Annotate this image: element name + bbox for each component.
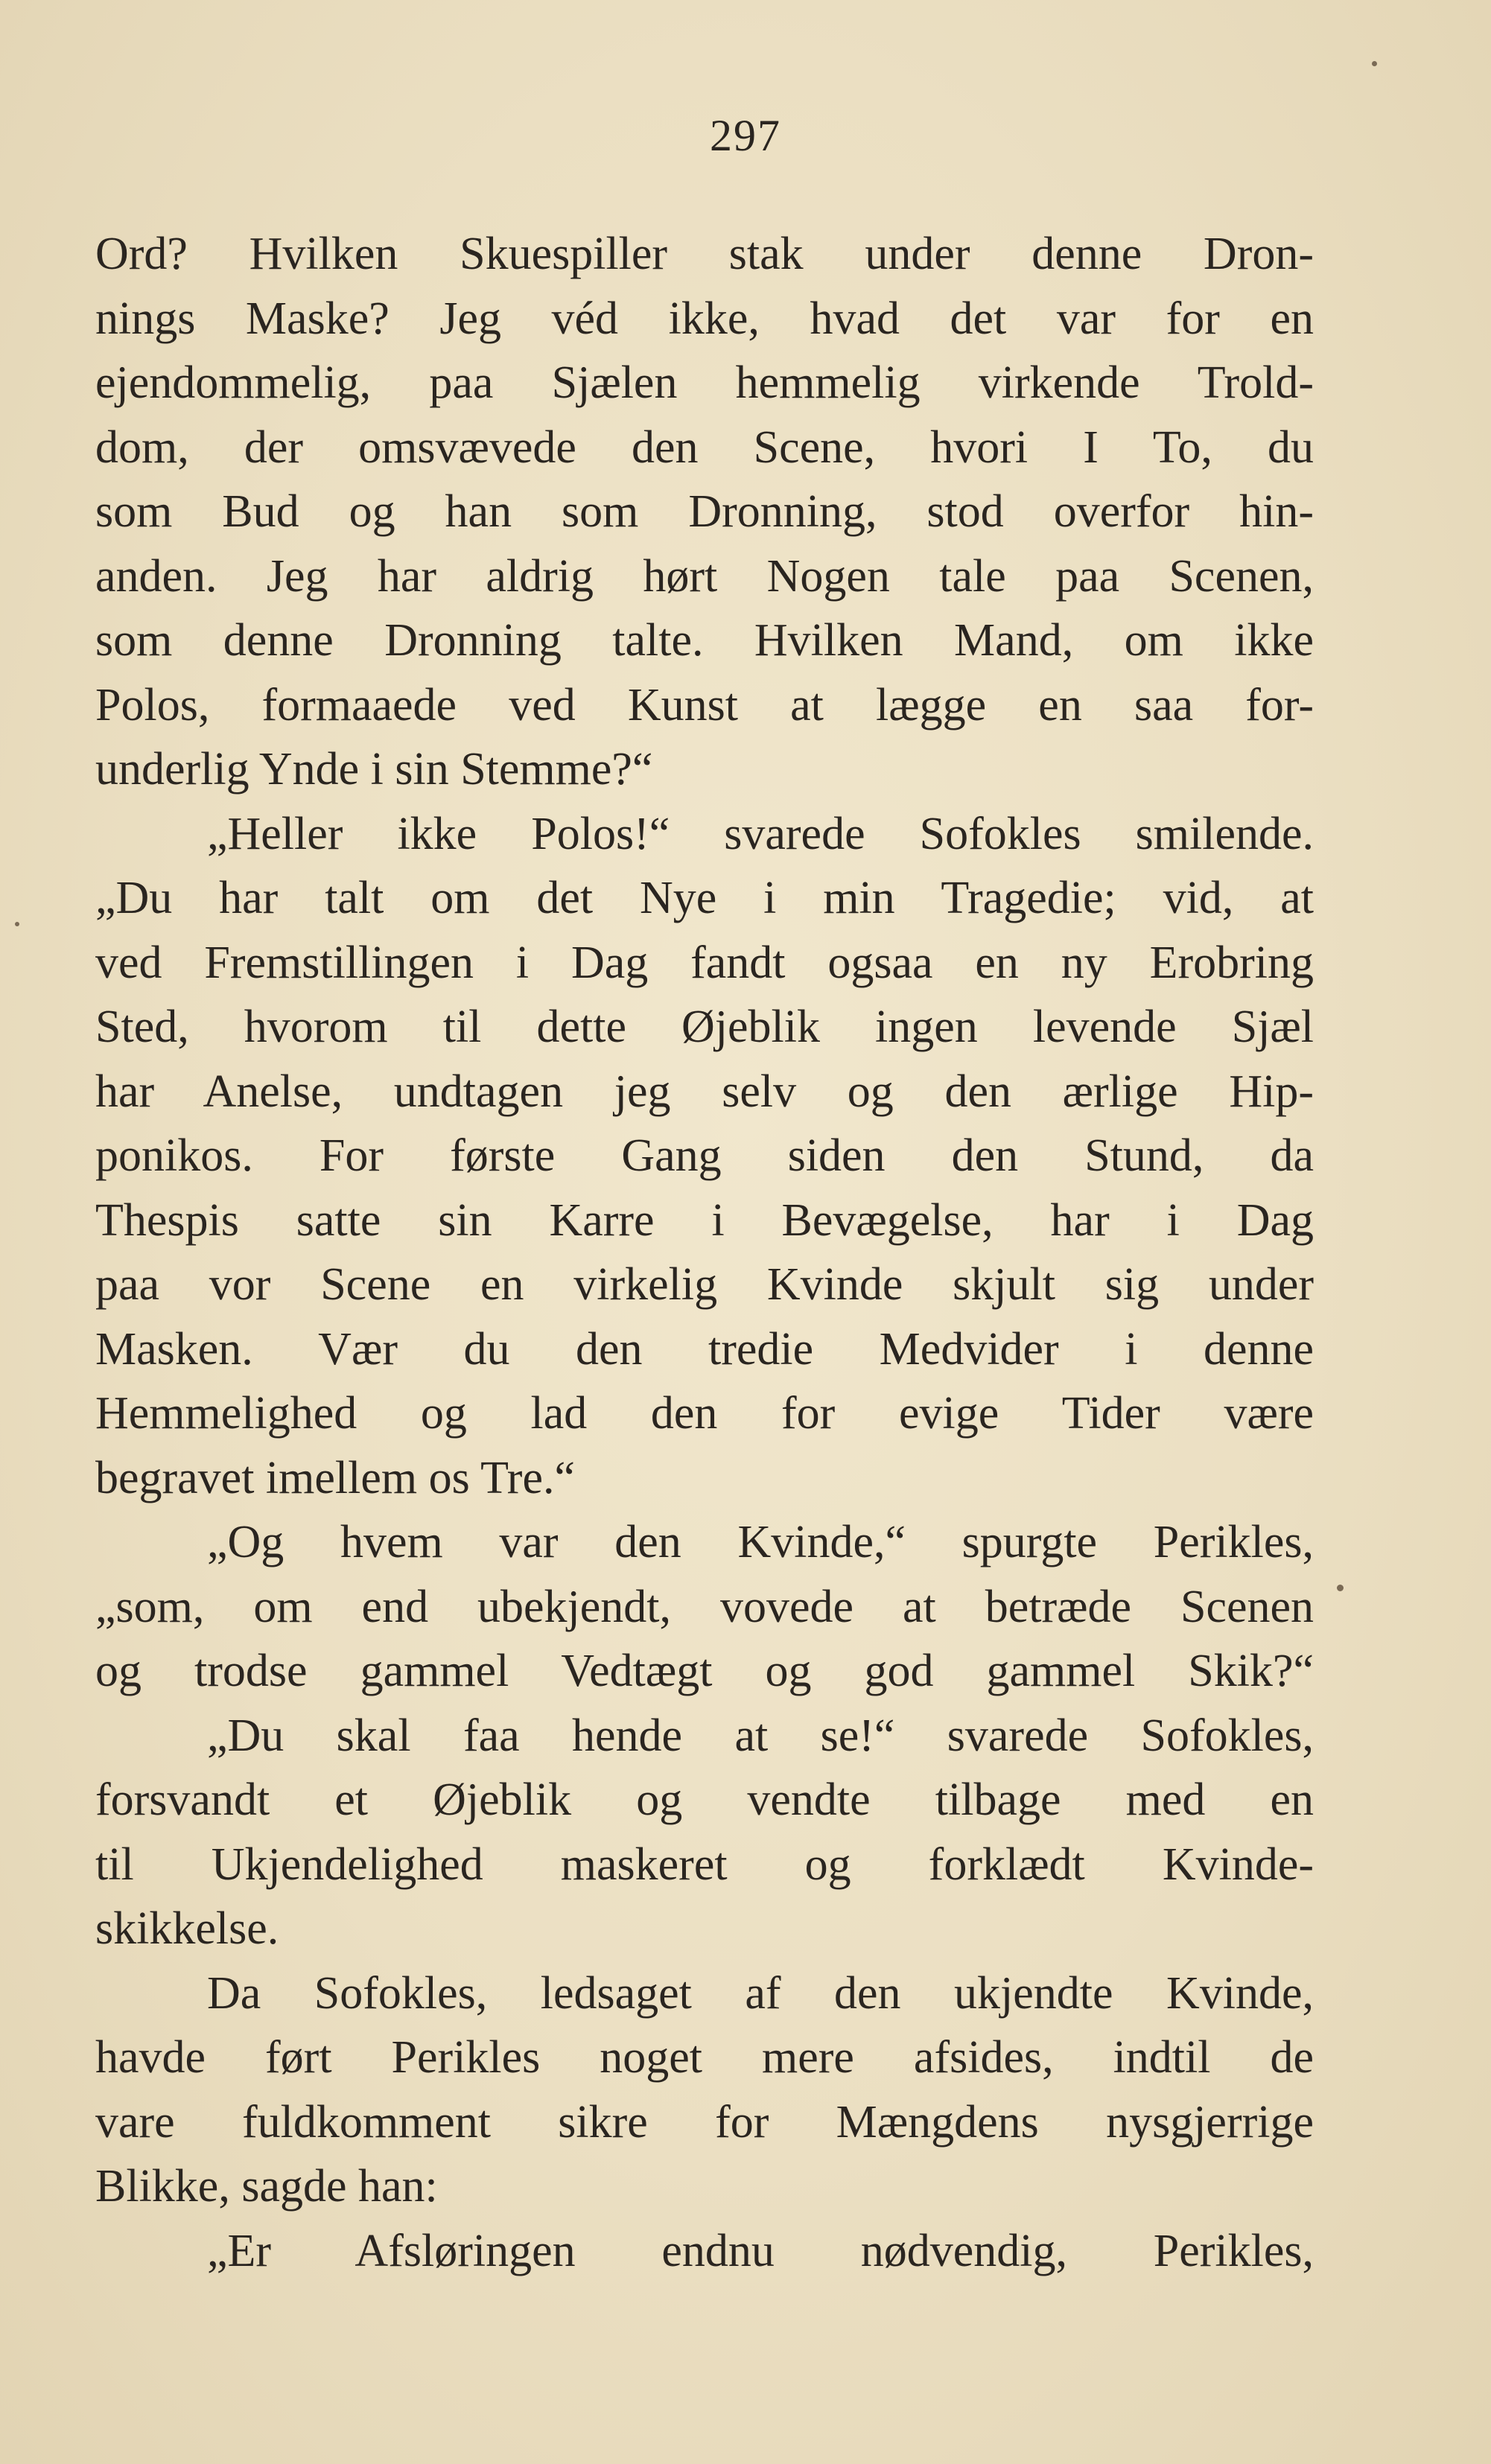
- text-line: ejendommelig, paa Sjælen hemmelig virkende Trold-: [95, 357, 1314, 408]
- body-text: [95, 222, 1314, 2283]
- text-line: „som, om end ubekjendt, vovede at betræde Scenen: [95, 1581, 1314, 1632]
- text-line: Thespis satte sin Karre i Bevægelse, har i Dag: [95, 1194, 1314, 1246]
- paper-speck: [1372, 61, 1377, 66]
- text-line: som Bud og han som Dronning, stod overfor hin-: [95, 486, 1314, 537]
- text-line: har Anelse, undtagen jeg selv og den ærlige Hip-: [95, 1066, 1314, 1117]
- text-line: „Og hvem var den Kvinde,“ spurgte Perikles,: [207, 1517, 1314, 1567]
- text-line: anden. Jeg har aldrig hørt Nogen tale paa Scenen,: [95, 550, 1314, 602]
- text-line: skikkelse.: [95, 1903, 279, 1954]
- text-line: dom, der omsvævede den Scene, hvori I To, du: [95, 421, 1314, 473]
- text-line: „Heller ikke Polos!“ svarede Sofokles smilende.: [207, 808, 1314, 859]
- text-line: forsvandt et Øjeblik og vendte tilbage med en: [95, 1774, 1314, 1825]
- text-line: til Ukjendelighed maskeret og forklædt Kvinde-: [95, 1839, 1314, 1890]
- paper-speck: [15, 922, 19, 926]
- text-line: Blikke, sagde han:: [95, 2161, 438, 2212]
- text-line: „Du skal faa hende at se!“ svarede Sofokles,: [207, 1710, 1314, 1761]
- text-line: Da Sofokles, ledsaget af den ukjendte Kvinde,: [207, 1967, 1314, 2019]
- page-number: 297: [710, 111, 781, 160]
- text-line: og trodse gammel Vedtægt og god gammel Skik?“: [95, 1646, 1314, 1696]
- text-line: paa vor Scene en virkelig Kvinde skjult sig under: [95, 1259, 1314, 1310]
- text-line: vare fuldkomment sikre for Mængdens nysgjerrige: [95, 2096, 1314, 2148]
- text-line: Masken. Vær du den tredie Medvider i denne: [95, 1323, 1314, 1375]
- text-line: ponikos. For første Gang siden den Stund, da: [95, 1130, 1314, 1181]
- text-line: havde ført Perikles noget mere afsides, indtil de: [95, 2032, 1314, 2083]
- text-line: Hemmelighed og lad den for evige Tider være: [95, 1388, 1314, 1439]
- text-line: som denne Dronning talte. Hvilken Mand, om ikke: [95, 615, 1314, 666]
- text-line: nings Maske? Jeg véd ikke, hvad det var for en: [95, 293, 1314, 344]
- text-line: Polos, formaaede ved Kunst at lægge en saa for-: [95, 679, 1314, 730]
- text-line: „Er Afsløringen endnu nødvendig, Perikles,: [207, 2225, 1314, 2276]
- text-line: Sted, hvorom til dette Øjeblik ingen levende Sjæl: [95, 1002, 1314, 1052]
- text-line: ved Fremstillingen i Dag fandt ogsaa en ny Erobring: [95, 937, 1314, 988]
- text-line: begravet imellem os Tre.“: [95, 1452, 575, 1503]
- text-line: „Du har talt om det Nye i min Tragedie; vid, at: [95, 873, 1314, 923]
- text-line: Ord? Hvilken Skuespiller stak under denne Dron-: [95, 229, 1314, 279]
- text-line: underlig Ynde i sin Stemme?“: [95, 744, 653, 795]
- paper-speck: [1337, 1585, 1344, 1591]
